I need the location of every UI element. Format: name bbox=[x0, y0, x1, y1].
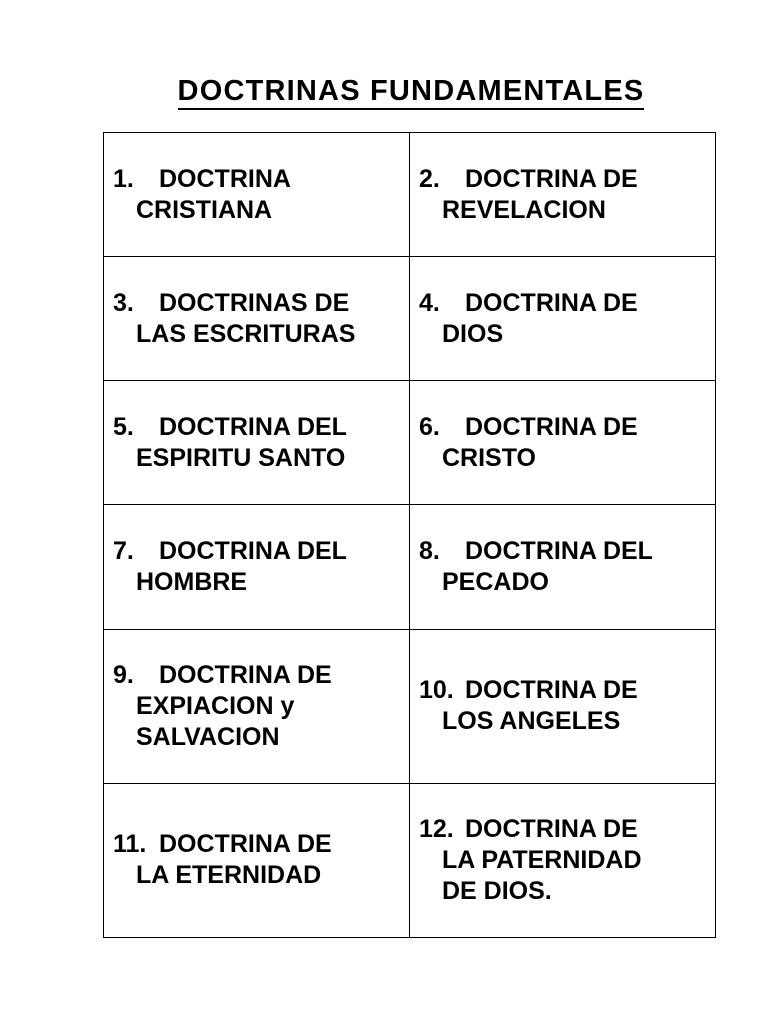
item-text-first-line: DOCTRINA DEL bbox=[159, 412, 347, 441]
item-text-line: CRISTIANA bbox=[136, 195, 273, 224]
list-item bbox=[419, 412, 709, 474]
item-text-first-line: DOCTRINA DE bbox=[159, 660, 332, 689]
item-number: 7. bbox=[113, 536, 134, 565]
list-item bbox=[113, 164, 403, 226]
doctrine-cell-11 bbox=[104, 783, 410, 937]
item-text-line: HOMBRE bbox=[136, 567, 248, 596]
item-text-line: LA ETERNIDAD bbox=[136, 861, 322, 890]
list-item bbox=[419, 675, 709, 737]
item-text-first-line: DOCTRINAS DE bbox=[159, 288, 350, 317]
item-text-first-line: DOCTRINA bbox=[159, 164, 291, 193]
item-text-line: PECADO bbox=[442, 567, 549, 596]
list-item bbox=[419, 288, 709, 350]
list-item bbox=[113, 660, 403, 753]
item-text-first-line: DOCTRINA DEL bbox=[465, 536, 653, 565]
item-text-first-line: DOCTRINA DEL bbox=[159, 536, 347, 565]
item-text-line: LAS ESCRITURAS bbox=[136, 319, 356, 348]
item-number: 10. bbox=[419, 676, 454, 705]
table-row bbox=[104, 133, 716, 257]
table-row bbox=[104, 381, 716, 505]
item-number: 12. bbox=[419, 814, 454, 843]
table-row bbox=[104, 505, 716, 629]
page-title-text: DOCTRINAS FUNDAMENTALES bbox=[178, 75, 645, 110]
doctrine-cell-2 bbox=[410, 133, 716, 257]
item-text-line: ESPIRITU SANTO bbox=[136, 443, 346, 472]
list-item bbox=[419, 164, 709, 226]
doctrine-cell-1 bbox=[104, 133, 410, 257]
item-number: 4. bbox=[419, 288, 440, 317]
doctrines-table bbox=[103, 132, 716, 938]
table-row bbox=[104, 629, 716, 783]
doctrine-cell-9 bbox=[104, 629, 410, 783]
list-item bbox=[113, 288, 403, 350]
item-text-first-line: DOCTRINA DE bbox=[159, 830, 332, 859]
item-text-line: CRISTO bbox=[442, 443, 536, 472]
doctrine-cell-10 bbox=[410, 629, 716, 783]
list-item bbox=[419, 536, 709, 598]
list-item bbox=[113, 536, 403, 598]
doctrine-cell-3 bbox=[104, 257, 410, 381]
list-item bbox=[113, 829, 403, 891]
doctrine-cell-7 bbox=[104, 505, 410, 629]
table-row bbox=[104, 257, 716, 381]
item-text-line: DIOS bbox=[442, 319, 504, 348]
table-row bbox=[104, 783, 716, 937]
doctrine-cell-8 bbox=[410, 505, 716, 629]
item-number: 8. bbox=[419, 536, 440, 565]
item-number: 5. bbox=[113, 412, 134, 441]
item-text-line: LA PATERNIDAD bbox=[442, 845, 642, 874]
doctrine-cell-6 bbox=[410, 381, 716, 505]
item-text-first-line: DOCTRINA DE bbox=[465, 164, 638, 193]
item-text-line: SALVACION bbox=[136, 722, 280, 751]
item-number: 1. bbox=[113, 164, 134, 193]
doctrine-cell-4 bbox=[410, 257, 716, 381]
item-number: 2. bbox=[419, 164, 440, 193]
item-text-first-line: DOCTRINA DE bbox=[465, 288, 638, 317]
item-number: 9. bbox=[113, 660, 134, 689]
item-number: 3. bbox=[113, 288, 134, 317]
page-title bbox=[0, 74, 768, 110]
item-number: 6. bbox=[419, 412, 440, 441]
doctrine-cell-5 bbox=[104, 381, 410, 505]
doctrine-cell-12 bbox=[410, 783, 716, 937]
item-text-first-line: DOCTRINA DE bbox=[465, 814, 638, 843]
item-text-first-line: DOCTRINA DE bbox=[465, 676, 638, 705]
item-text-line: DE DIOS. bbox=[442, 876, 552, 905]
item-text-line: LOS ANGELES bbox=[442, 707, 621, 736]
item-number: 11. bbox=[113, 830, 147, 859]
item-text-line: REVELACION bbox=[442, 195, 606, 224]
item-text-line: EXPIACION y bbox=[136, 691, 295, 720]
item-text-first-line: DOCTRINA DE bbox=[465, 412, 638, 441]
list-item bbox=[419, 814, 709, 907]
list-item bbox=[113, 412, 403, 474]
